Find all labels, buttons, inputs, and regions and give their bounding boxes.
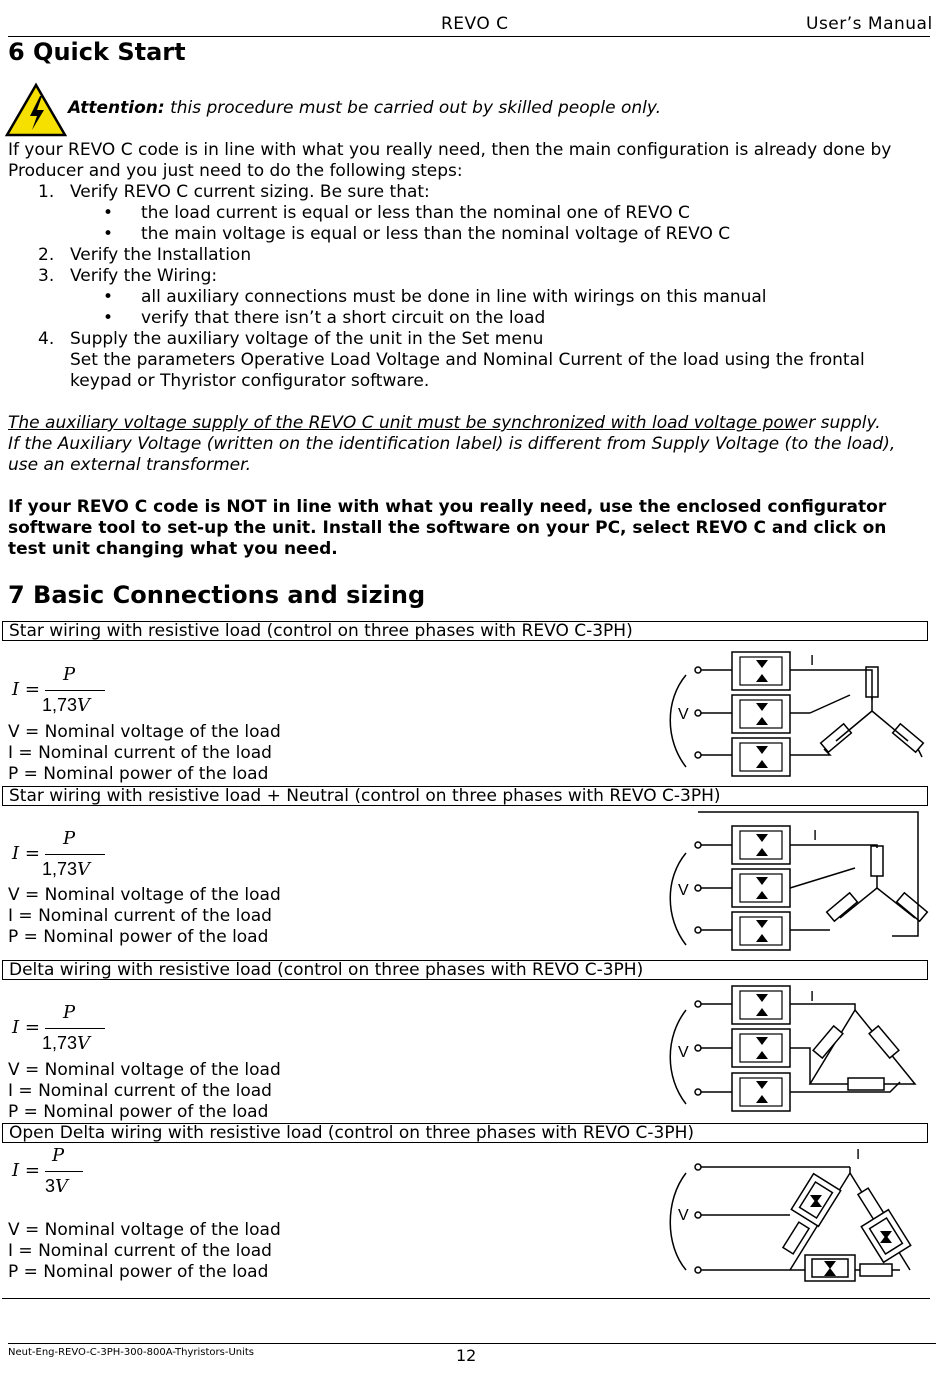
open-delta-def-v: V = Nominal voltage of the load xyxy=(8,1220,281,1240)
formula-lhs: I = xyxy=(12,1160,40,1181)
section-6-title: 6 Quick Start xyxy=(8,38,186,66)
current-label: I xyxy=(856,1146,861,1163)
star-wiring-caption: Star wiring with resistive load (control on three phases with REVO C-3PH) xyxy=(2,621,928,641)
formula-numerator: P xyxy=(63,1002,76,1023)
star-def-i: I = Nominal current of the load xyxy=(8,743,272,763)
fraction-bar xyxy=(45,690,105,691)
delta-wiring-caption: Delta wiring with resistive load (control on three phases with REVO C-3PH) xyxy=(2,960,928,980)
warning-icon xyxy=(4,82,68,138)
formula-denominator: 1,73V xyxy=(42,695,91,716)
section-end-rule xyxy=(2,1298,930,1299)
note-line-1 xyxy=(8,413,881,434)
star-neutral-wiring-diagram xyxy=(660,808,930,958)
star-def-p: P = Nominal power of the load xyxy=(8,764,269,784)
star-neutral-def-v: V = Nominal voltage of the load xyxy=(8,885,281,905)
footer-doc-code: Neut-Eng-REVO-C-3PH-300-800A-Thyristors-Units xyxy=(8,1347,255,1358)
delta-formula xyxy=(12,1002,102,1058)
bold-line-2: software tool to set-up the unit. Install the software on your PC, select REVO C and click on xyxy=(8,518,887,538)
bullet-icon: • xyxy=(103,287,114,307)
note-line-2: If the Auxiliary Voltage (written on the identification label) is different from Supply Voltage (to the load), xyxy=(8,434,896,454)
attention-text: this procedure must be carried out by skilled people only. xyxy=(170,98,662,118)
formula-denominator: 1,73V xyxy=(42,859,91,880)
open-delta-wiring-caption: Open Delta wiring with resistive load (control on three phases with REVO C-3PH) xyxy=(2,1123,928,1143)
star-wiring-diagram xyxy=(660,645,930,785)
formula-denominator: 3V xyxy=(45,1176,69,1197)
voltage-label: V xyxy=(678,1044,689,1061)
formula-lhs: I = xyxy=(12,679,40,700)
formula-numerator: P xyxy=(63,664,76,685)
voltage-label: V xyxy=(678,1207,689,1224)
formula-numerator: P xyxy=(63,828,76,849)
step-1-bullet-2: the main voltage is equal or less than the nominal voltage of REVO C xyxy=(141,224,731,244)
star-def-v: V = Nominal voltage of the load xyxy=(8,722,281,742)
intro-line-1: If your REVO C code is in line with what you really need, then the main configuration is already done by xyxy=(8,140,892,160)
step-4-text: Supply the auxiliary voltage of the unit in the Set menu xyxy=(70,329,544,349)
delta-wiring-diagram xyxy=(660,982,930,1122)
voltage-label: V xyxy=(678,706,689,723)
note-line-3: use an external transformer. xyxy=(8,455,251,475)
attention-line xyxy=(68,98,661,119)
step-1-number: 1. xyxy=(38,182,55,202)
step-2-text: Verify the Installation xyxy=(70,245,252,265)
bullet-icon: • xyxy=(103,224,114,244)
current-label: I xyxy=(813,827,818,844)
step-3-bullet-1: all auxiliary connections must be done in line with wirings on this manual xyxy=(141,287,767,307)
open-delta-wiring-diagram xyxy=(660,1145,930,1285)
star-neutral-formula xyxy=(12,828,102,884)
bullet-icon: • xyxy=(103,308,114,328)
step-3-number: 3. xyxy=(38,266,55,286)
formula-lhs: I = xyxy=(12,1017,40,1038)
step-4-line-2: Set the parameters Operative Load Voltage and Nominal Current of the load using the frontal xyxy=(70,350,865,370)
star-neutral-def-p: P = Nominal power of the load xyxy=(8,927,269,947)
open-delta-formula xyxy=(12,1145,102,1201)
formula-numerator: P xyxy=(52,1145,65,1166)
fraction-bar xyxy=(45,1171,83,1172)
current-label: I xyxy=(810,652,815,669)
delta-def-v: V = Nominal voltage of the load xyxy=(8,1060,281,1080)
step-4-line-3: keypad or Thyristor configurator software. xyxy=(70,371,430,391)
open-delta-def-p: P = Nominal power of the load xyxy=(8,1262,269,1282)
fraction-bar xyxy=(45,854,105,855)
delta-def-i: I = Nominal current of the load xyxy=(8,1081,272,1101)
step-1-text: Verify REVO C current sizing. Be sure that: xyxy=(70,182,430,202)
step-3-text: Verify the Wiring: xyxy=(70,266,218,286)
footer-rule xyxy=(8,1343,936,1344)
step-1-bullet-1: the load current is equal or less than the nominal one of REVO C xyxy=(141,203,690,223)
current-label: I xyxy=(810,988,815,1005)
star-neutral-def-i: I = Nominal current of the load xyxy=(8,906,272,926)
note-underlined: The auxiliary voltage supply of the REVO C unit must be synchronized with load voltage pow xyxy=(8,413,798,433)
bold-line-1: If your REVO C code is NOT in line with what you really need, use the enclosed configurator xyxy=(8,497,887,517)
star-formula xyxy=(12,664,102,720)
section-7-title: 7 Basic Connections and sizing xyxy=(8,581,426,609)
page-number: 12 xyxy=(456,1346,477,1365)
bullet-icon: • xyxy=(103,203,114,223)
fraction-bar xyxy=(45,1028,105,1029)
formula-denominator: 1,73V xyxy=(42,1033,91,1054)
header-title: REVO C xyxy=(441,14,509,34)
intro-line-2: Producer and you just need to do the following steps: xyxy=(8,161,463,181)
note-tail: er supply. xyxy=(797,413,881,433)
voltage-label: V xyxy=(678,882,689,899)
attention-label: Attention: xyxy=(68,98,165,118)
step-2-number: 2. xyxy=(38,245,55,265)
formula-lhs: I = xyxy=(12,843,40,864)
header-rule xyxy=(8,36,930,37)
bold-line-3: test unit changing what you need. xyxy=(8,539,338,559)
step-3-bullet-2: verify that there isn’t a short circuit on the load xyxy=(141,308,546,328)
step-4-number: 4. xyxy=(38,329,55,349)
header-manual: User’s Manual xyxy=(806,14,933,34)
star-neutral-wiring-caption: Star wiring with resistive load + Neutral (control on three phases with REVO C-3PH) xyxy=(2,786,928,806)
open-delta-def-i: I = Nominal current of the load xyxy=(8,1241,272,1261)
delta-def-p: P = Nominal power of the load xyxy=(8,1102,269,1122)
